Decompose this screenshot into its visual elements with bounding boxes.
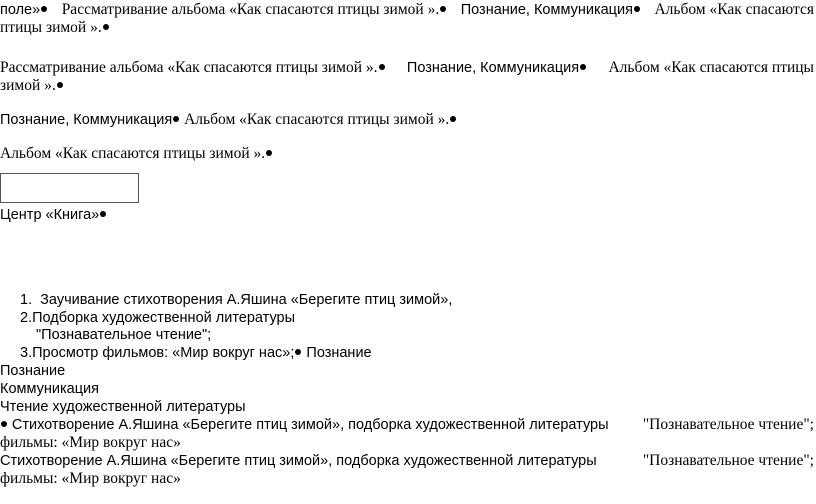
- list-item-1: 1. Заучивание стихотворения А.Яшина «Берегите птиц зимой»,: [20, 292, 453, 308]
- bullet-icon: [379, 64, 385, 70]
- summary1-right: "Познавательное чтение";: [642, 416, 814, 433]
- block2-seg1: Рассматривание альбома «Как спасаются птицы зимой ».: [0, 59, 386, 77]
- block1-line1: [0, 1, 814, 19]
- bullet-icon: [295, 349, 301, 355]
- summary2-line1: [0, 452, 814, 470]
- list-item-2: 2.Подборка художественной литературы: [20, 310, 296, 326]
- block2-line1: [0, 59, 814, 77]
- summary1-line1: [0, 416, 814, 434]
- center-kniga-label: Центр «Книга»: [0, 206, 107, 224]
- block3-line: Познание, Коммуникация Альбом «Как спасаются птицы зимой ».: [0, 111, 457, 129]
- block4-line: Альбом «Как спасаются птицы зимой ».: [0, 145, 273, 163]
- summary1-line2: фильмы: «Мир вокруг нас»: [0, 434, 181, 451]
- area-cognition: Познание: [0, 363, 66, 379]
- block1-seg3: Познание, Коммуникация: [461, 1, 641, 19]
- bullet-icon: [440, 6, 446, 12]
- bullet-icon: [173, 116, 179, 122]
- bullet-icon: [100, 211, 106, 217]
- area-communication: Коммуникация: [0, 381, 99, 397]
- summary2-left: Стихотворение А.Яшина «Берегите птиц зимой», подборка художественной литературы: [0, 453, 597, 469]
- summary1-left: Стихотворение А.Яшина «Берегите птиц зимой», подборка художественной литературы: [0, 416, 609, 434]
- bullet-icon: [450, 116, 456, 122]
- bullet-icon: [266, 150, 272, 156]
- list-item-3: 3.Просмотр фильмов: «Мир вокруг нас»; Познание: [20, 345, 372, 361]
- block2-line2: зимой ».: [0, 77, 64, 95]
- bullet-icon: [634, 6, 640, 12]
- block1-seg1: поле»: [0, 1, 48, 19]
- block1-seg4: Альбом «Как спасаются: [654, 1, 814, 18]
- empty-text-frame: [0, 173, 139, 203]
- block1-seg2: Рассматривание альбома «Как спасаются птицы зимой ».: [62, 1, 448, 19]
- summary2-right: "Познавательное чтение";: [642, 452, 814, 469]
- bullet-icon: [41, 6, 47, 12]
- bullet-icon: [103, 24, 109, 30]
- block1-line2: птицы зимой ».: [0, 19, 110, 37]
- list-item-2-continuation: "Познавательное чтение";: [36, 327, 212, 343]
- area-reading: Чтение художественной литературы: [0, 399, 246, 415]
- summary2-line2: фильмы: «Мир вокруг нас»: [0, 470, 181, 487]
- bullet-icon: [57, 82, 63, 88]
- bullet-icon: [1, 421, 7, 427]
- block2-seg3: Альбом «Как спасаются птицы: [608, 59, 814, 76]
- block2-seg2: Познание, Коммуникация: [407, 59, 587, 77]
- bullet-icon: [580, 64, 586, 70]
